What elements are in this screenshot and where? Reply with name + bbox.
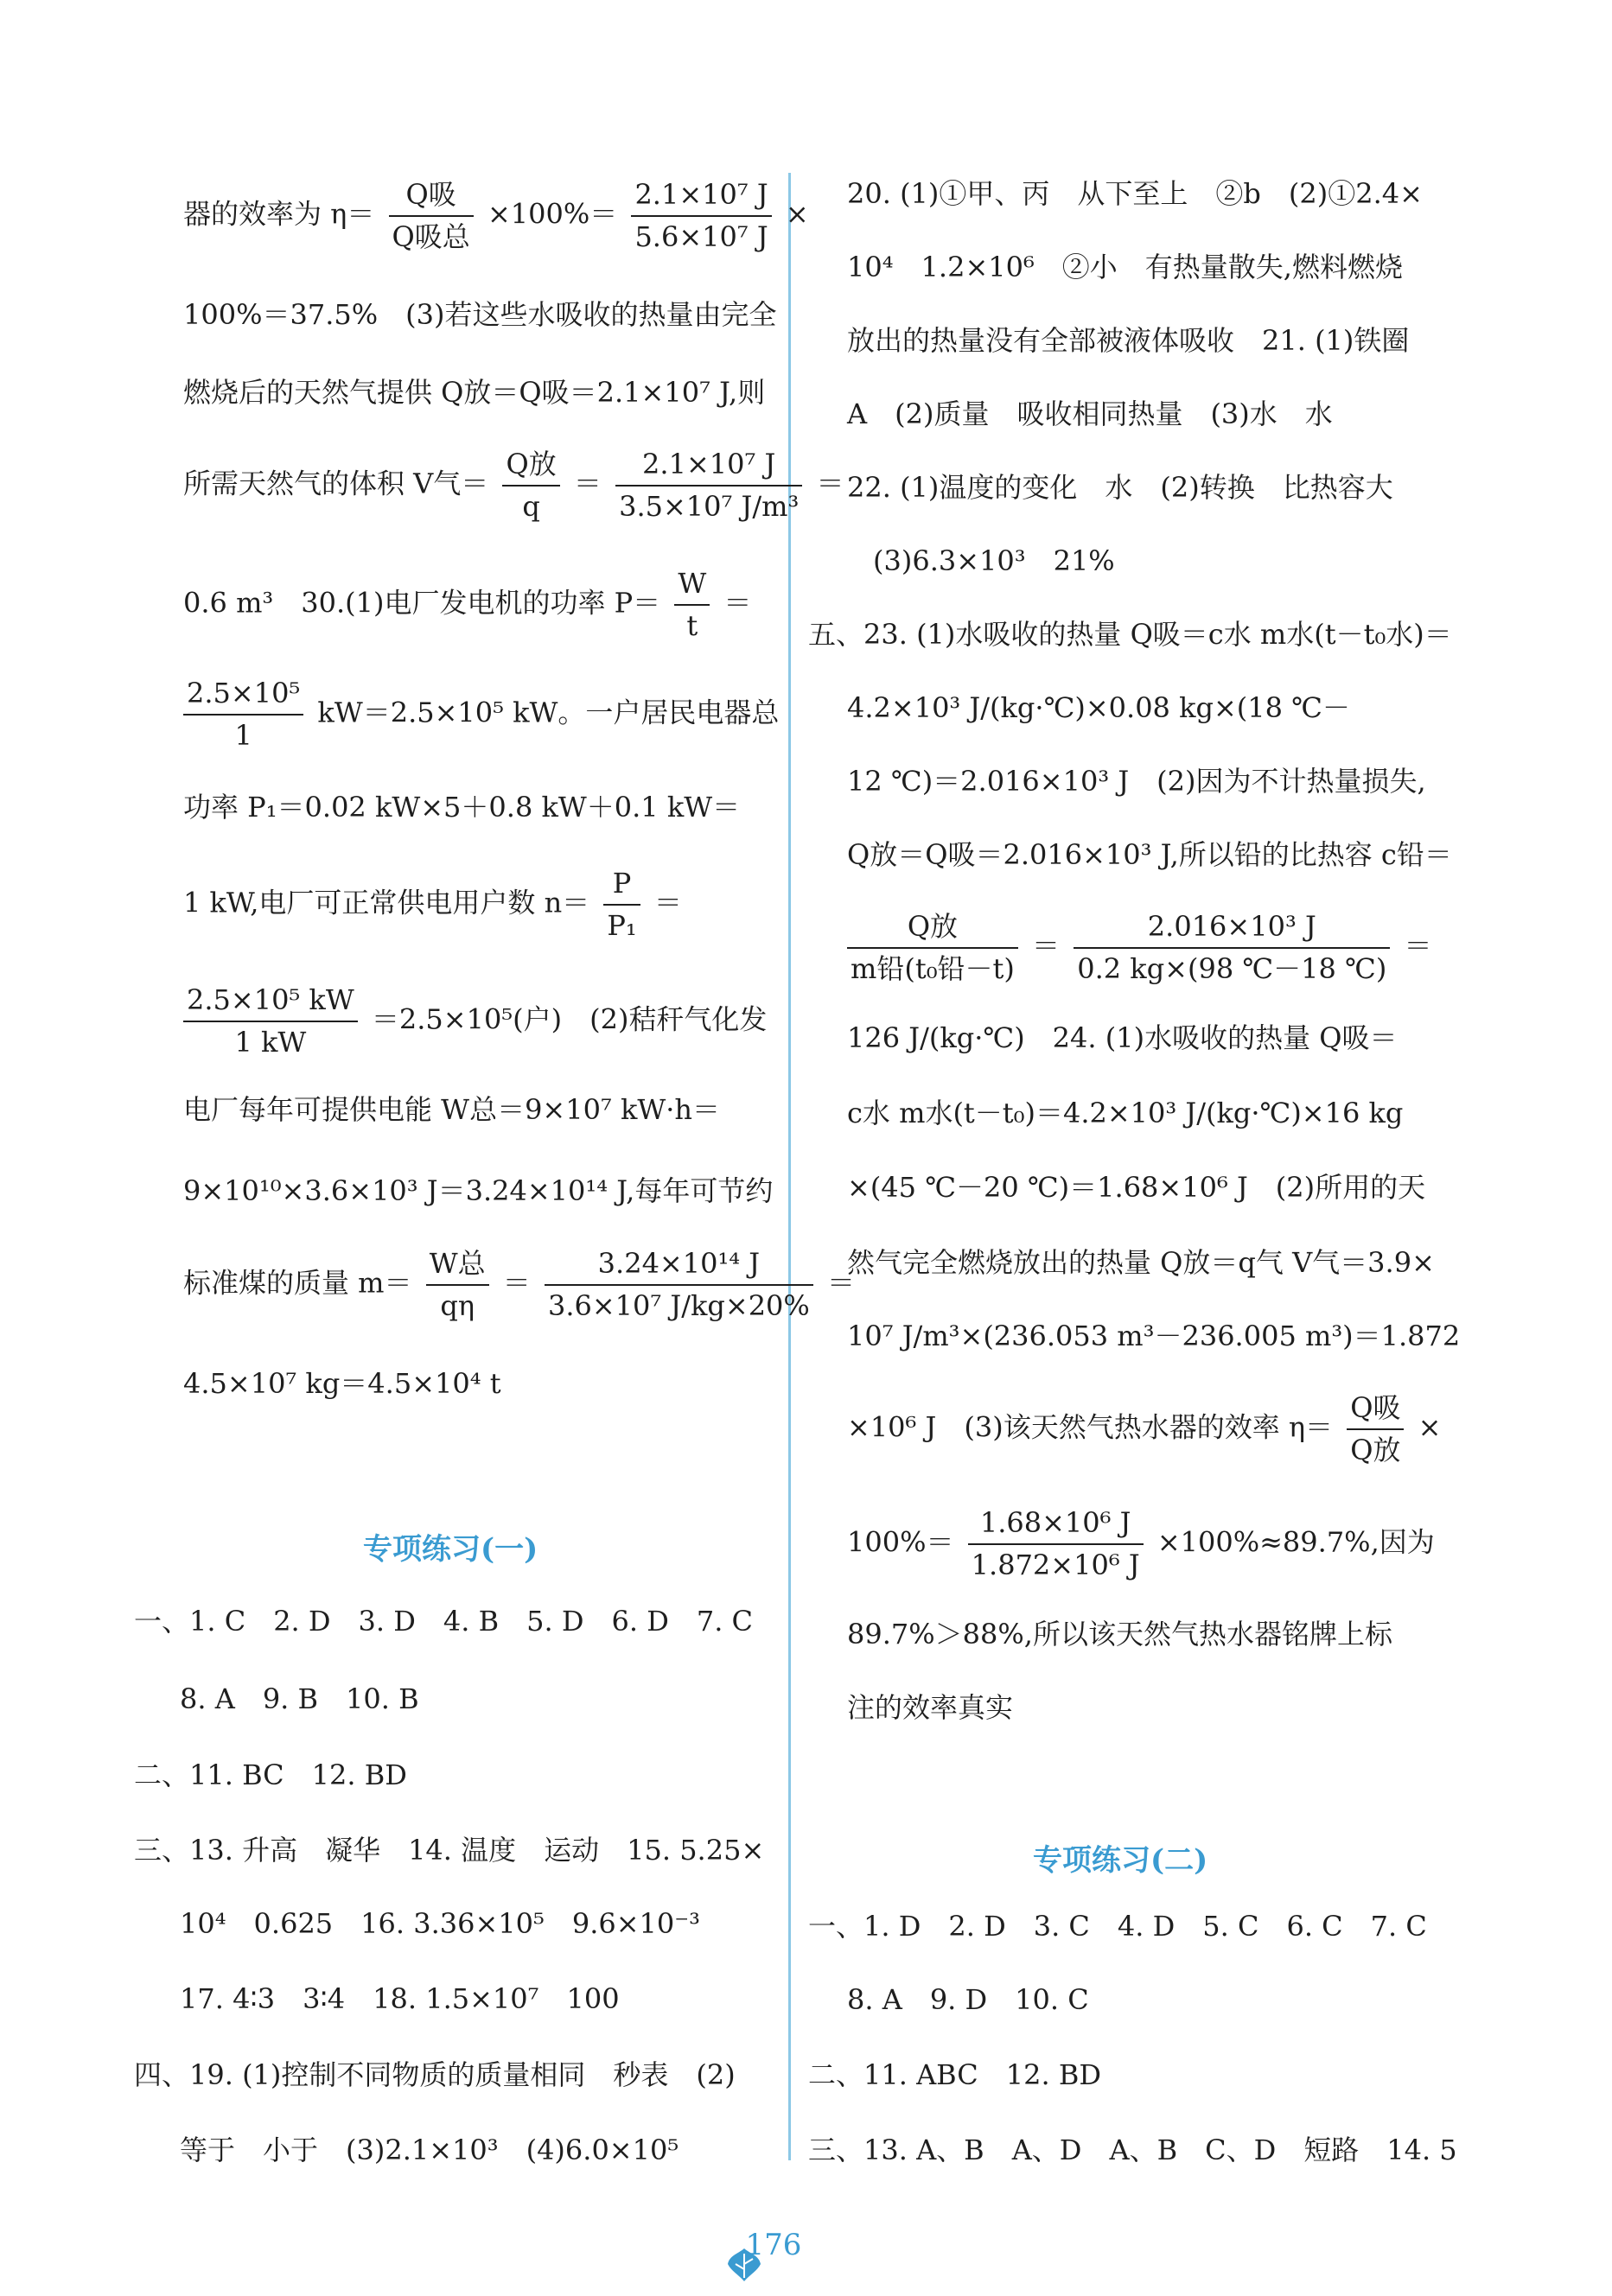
numerator: 2.1×10⁷ J [631, 180, 771, 217]
text-line: (3)6.3×10³ 21% [873, 544, 1115, 577]
answer-line: 8. A 9. B 10. B [180, 1682, 419, 1715]
text: 1 kW,电厂可正常供电用户数 n＝ [183, 886, 590, 919]
numerator: 1.68×10⁶ J [968, 1508, 1144, 1545]
text: 标准煤的质量 m＝ [183, 1266, 412, 1300]
answer-line: 10⁴ 0.625 16. 3.36×10⁵ 9.6×10⁻³ [180, 1907, 700, 1940]
text: kW＝2.5×10⁵ kW。一户居民电器总 [317, 696, 780, 729]
fraction [1074, 912, 1390, 984]
text-line: 89.7%＞88%,所以该天然气热水器铭牌上标 [847, 1618, 1392, 1650]
text-line: 五、23. (1)水吸收的热量 Q吸＝c水 m水(t－t₀水)＝ [808, 618, 1452, 651]
page-number: 176 [745, 2228, 802, 2262]
fraction [389, 180, 474, 252]
text: ＝ [723, 586, 752, 620]
text-line: 126 J/(kg·℃) 24. (1)水吸收的热量 Q吸＝ [847, 1021, 1398, 1054]
text-line [183, 449, 844, 522]
text-line: 4.2×10³ J/(kg·℃)×0.08 kg×(18 ℃－ [847, 691, 1350, 724]
text: ＝ [1404, 929, 1432, 963]
text-line [183, 569, 751, 641]
text-line [183, 1249, 855, 1321]
numerator: W [674, 569, 710, 606]
numerator: 2.1×10⁷ J [615, 449, 802, 487]
text-line: 燃烧后的天然气提供 Q放＝Q吸＝2.1×10⁷ J,则 [183, 376, 766, 409]
text: ＝ [1032, 929, 1061, 963]
text-line: Q放＝Q吸＝2.016×10³ J,所以铅的比热容 c铅＝ [847, 838, 1452, 871]
text: × [785, 197, 809, 231]
text-line [183, 868, 682, 941]
section-title: 专项练习(一) [363, 1532, 538, 1567]
answer-line: 三、13. 升高 凝华 14. 温度 运动 15. 5.25× [134, 1834, 765, 1867]
text-line: 22. (1)温度的变化 水 (2)转换 比热容大 [847, 471, 1393, 504]
denominator: 3.5×10⁷ J/m³ [619, 490, 800, 524]
text: 100%＝ [847, 1525, 954, 1559]
text: ＝ [502, 1266, 531, 1300]
fraction [545, 1249, 813, 1321]
numerator: W总 [426, 1249, 489, 1286]
answer-line: 一、1. D 2. D 3. C 4. D 5. C 6. C 7. C [808, 1910, 1427, 1943]
denominator: Q吸总 [392, 220, 470, 254]
text: ＝ [653, 886, 682, 919]
text: ×100%≈89.7%,因为 [1156, 1525, 1435, 1559]
answer-line: 17. 4∶3 3∶4 18. 1.5×10⁷ 100 [180, 1982, 620, 2015]
numerator: 3.24×10¹⁴ J [545, 1249, 813, 1286]
numerator: Q放 [502, 449, 559, 487]
answer-line: 等于 小于 (3)2.1×10³ (4)6.0×10⁵ [180, 2134, 679, 2166]
answer-line: 一、1. C 2. D 3. D 4. B 5. D 6. D 7. C [134, 1605, 754, 1638]
text-line [183, 180, 809, 252]
answer-line: 二、11. BC 12. BD [134, 1759, 407, 1791]
text-line: 放出的热量没有全部被液体吸收 21. (1)铁圈 [847, 324, 1410, 357]
fraction [968, 1508, 1144, 1580]
fraction [615, 449, 802, 522]
denominator: 1 [234, 719, 252, 753]
fraction [426, 1249, 489, 1321]
denominator: 1 kW [234, 1026, 307, 1059]
text: ＝2.5×10⁵(户) (2)秸秆气化发 [371, 1002, 768, 1036]
answer-line: 8. A 9. D 10. C [847, 1983, 1089, 2016]
text-line: 20. (1)①甲、丙 从下至上 ②b (2)①2.4× [847, 177, 1423, 210]
text: ＝ [816, 467, 844, 500]
denominator: 0.2 kg×(98 ℃－18 ℃) [1077, 952, 1387, 986]
text-line: 10⁴ 1.2×10⁶ ②小 有热量散失,燃料燃烧 [847, 251, 1403, 283]
denominator: P₁ [607, 909, 637, 943]
text-line: c水 m水(t－t₀)＝4.2×10³ J/(kg·℃)×16 kg [847, 1097, 1404, 1129]
denominator: 5.6×10⁷ J [634, 220, 768, 254]
denominator: t [686, 609, 698, 643]
text-line: 功率 P₁＝0.02 kW×5＋0.8 kW＋0.1 kW＝ [183, 791, 741, 824]
answer-line: 三、13. A、B A、D A、B C、D 短路 14. 5 [808, 2134, 1457, 2166]
text: ＝ [573, 467, 602, 500]
text: 0.6 m³ 30.(1)电厂发电机的功率 P＝ [183, 586, 661, 620]
text-line: A (2)质量 吸收相同热量 (3)水 水 [847, 398, 1333, 430]
text-line: 然气完全燃烧放出的热量 Q放＝q气 V气＝3.9× [847, 1246, 1435, 1279]
text: ＝ [826, 1266, 855, 1300]
numerator: 2.016×10³ J [1074, 912, 1390, 949]
text-line [847, 1508, 1435, 1580]
text-line: 9×10¹⁰×3.6×10³ J＝3.24×10¹⁴ J,每年可节约 [183, 1174, 774, 1207]
text-line [183, 985, 767, 1058]
fraction [847, 912, 1018, 984]
denominator: Q放 [1350, 1434, 1401, 1467]
answer-line: 二、11. ABC 12. BD [808, 2058, 1102, 2091]
denominator: 3.6×10⁷ J/kg×20% [547, 1289, 810, 1323]
fraction [603, 868, 640, 941]
fraction [1347, 1393, 1404, 1466]
denominator: 1.872×10⁶ J [971, 1549, 1140, 1582]
text-line: 100%＝37.5% (3)若这些水吸收的热量由完全 [183, 298, 777, 331]
denominator: m铅(t₀铅－t) [851, 952, 1015, 986]
text: × [1418, 1410, 1442, 1444]
numerator: Q放 [847, 912, 1018, 949]
text: ×100%＝ [487, 197, 618, 231]
text-line: 12 ℃)＝2.016×10³ J (2)因为不计热量损失, [847, 765, 1426, 798]
denominator: q [522, 490, 540, 524]
text-line [847, 1393, 1441, 1466]
text-line: ×(45 ℃－20 ℃)＝1.68×10⁶ J (2)所用的天 [847, 1171, 1426, 1204]
text: ×10⁶ J (3)该天然气热水器的效率 η＝ [847, 1410, 1334, 1444]
numerator: Q吸 [389, 180, 474, 217]
text-line: 10⁷ J/m³×(236.053 m³－236.005 m³)＝1.872 [847, 1320, 1461, 1352]
text-line: 4.5×10⁷ kg＝4.5×10⁴ t [183, 1367, 501, 1400]
denominator: qη [440, 1289, 475, 1323]
numerator: 2.5×10⁵ [183, 678, 303, 716]
section-title: 专项练习(二) [1033, 1843, 1208, 1878]
text-line: 电厂每年可提供电能 W总＝9×10⁷ kW·h＝ [183, 1093, 721, 1126]
text-line: 注的效率真实 [847, 1691, 1014, 1724]
answer-line: 四、19. (1)控制不同物质的质量相同 秒表 (2) [134, 2058, 736, 2091]
text-line [183, 678, 779, 751]
fraction [502, 449, 559, 522]
numerator: Q吸 [1347, 1393, 1404, 1430]
numerator: P [603, 868, 640, 906]
text: 所需天然气的体积 V气＝ [183, 467, 489, 500]
fraction [631, 180, 771, 252]
fraction [183, 678, 303, 751]
fraction [674, 569, 710, 641]
numerator: 2.5×10⁵ kW [183, 985, 358, 1022]
text: 器的效率为 η＝ [183, 197, 375, 231]
text-line [847, 912, 1432, 984]
fraction [183, 985, 358, 1058]
